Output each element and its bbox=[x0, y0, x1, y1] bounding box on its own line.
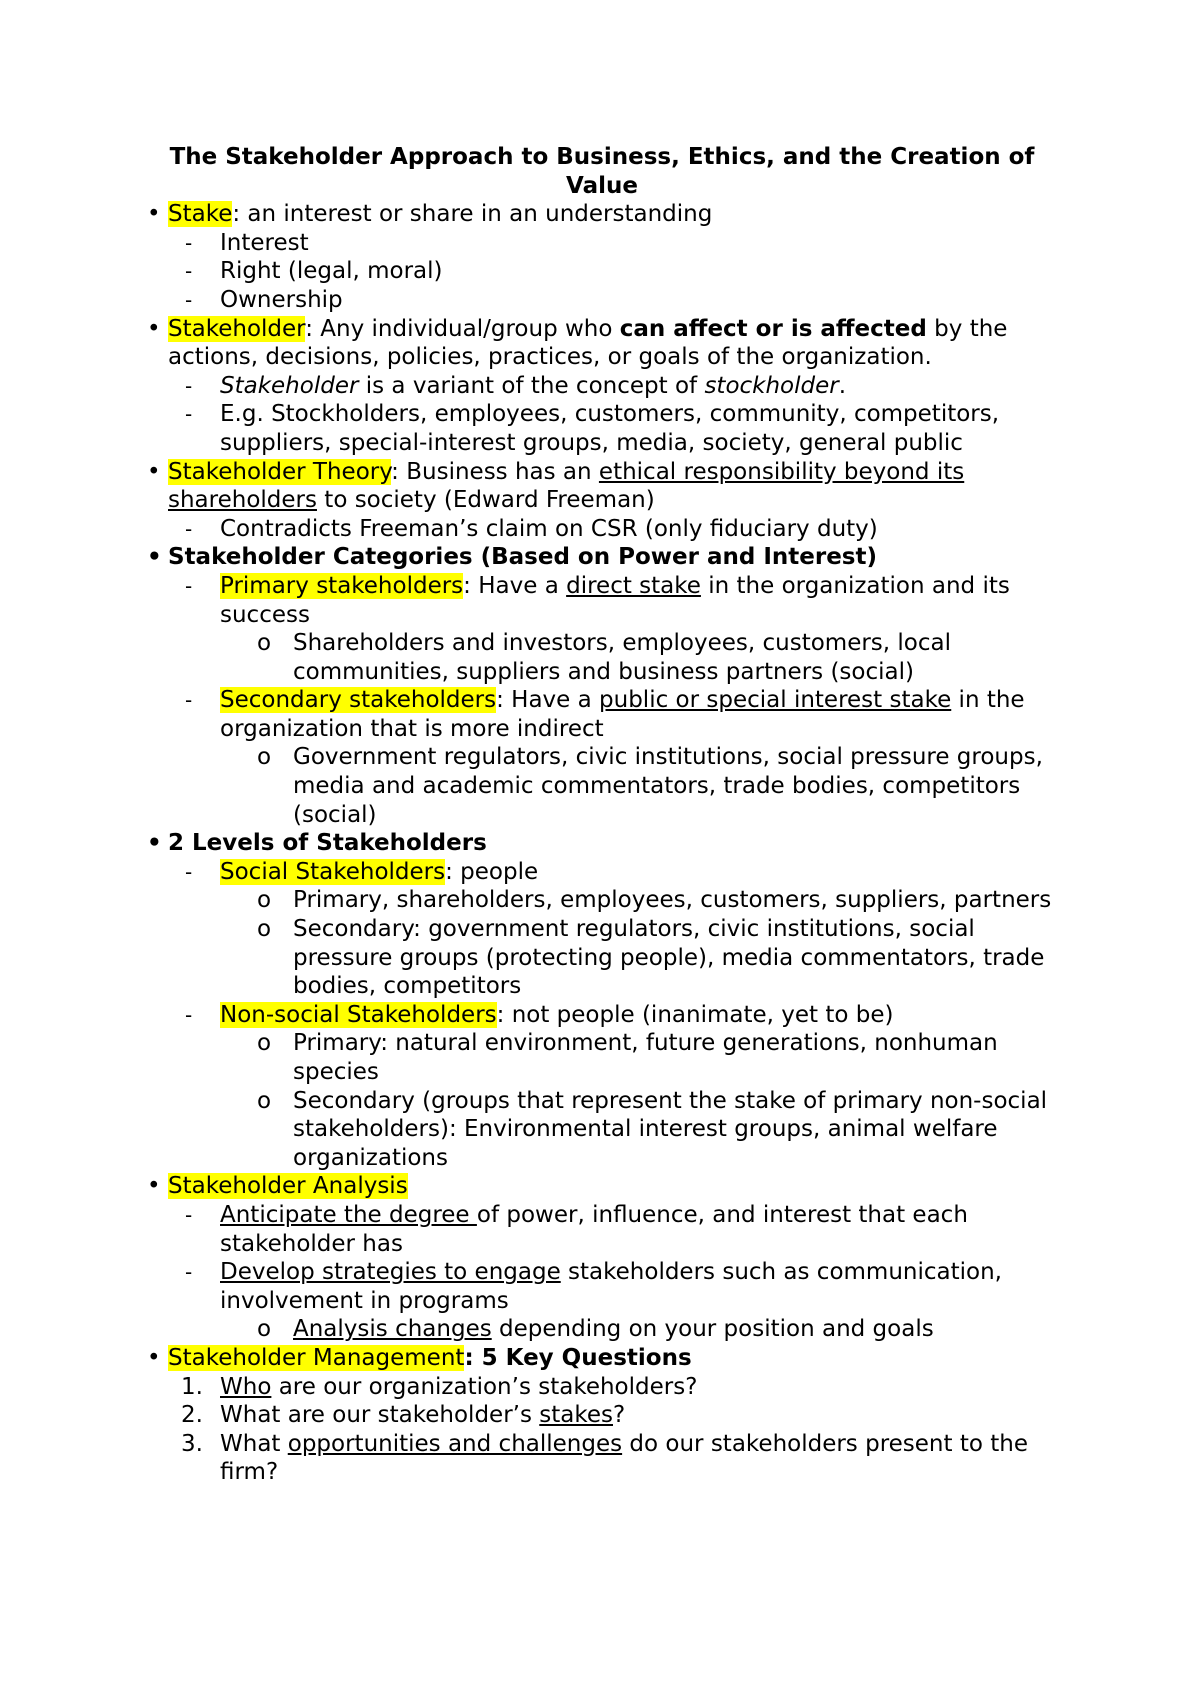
bullet-stakeholder-theory: • Stakeholder Theory: Business has an ethical responsibility beyond its shareholders to society (Edward Freeman) bbox=[147, 458, 965, 514]
term-secondary-stakeholders: Secondary stakeholders bbox=[220, 687, 497, 714]
circle-bullet-icon: o bbox=[257, 744, 272, 771]
list-item: - E.g. Stockholders, employees, customers, community, competitors, suppliers, special-interest groups, media, society, general public bbox=[185, 401, 1000, 456]
circle-bullet-icon: o bbox=[257, 1316, 272, 1343]
term-social-stakeholders: Social Stakeholders bbox=[220, 858, 446, 885]
dash-icon: - bbox=[185, 230, 193, 255]
dash-icon: - bbox=[185, 259, 193, 284]
bullet-icon: • bbox=[147, 830, 162, 857]
list-item: - Secondary stakeholders: Have a public or special interest stake in the organization that is more indirect bbox=[185, 687, 1025, 742]
list-item: o Secondary (groups that represent the stake of primary non-social stakeholders): Environmental interest groups, animal welfare organizations bbox=[257, 1087, 1048, 1171]
number-marker: 2. bbox=[181, 1402, 203, 1429]
bullet-levels-of-stakeholders: • 2 Levels of Stakeholders bbox=[147, 830, 487, 857]
dash-icon: - bbox=[185, 287, 193, 312]
document-page bbox=[147, 143, 1067, 1487]
list-item: - Ownership bbox=[185, 286, 343, 313]
bullet-icon: • bbox=[147, 1344, 161, 1371]
list-item: 3. What opportunities and challenges do our stakeholders present to the firm? bbox=[181, 1430, 1028, 1486]
list-item: o Primary, shareholders, employees, customers, suppliers, partners bbox=[257, 887, 1052, 914]
bullet-icon: • bbox=[147, 458, 161, 485]
list-item: o Analysis changes depending on your position and goals bbox=[257, 1316, 934, 1343]
term-stakeholder-analysis: Stakeholder Analysis bbox=[168, 1173, 408, 1200]
list-item: - Primary stakeholders: Have a direct stake in the organization and its success bbox=[185, 572, 1010, 628]
bullet-stakeholder-analysis bbox=[147, 1172, 1067, 1201]
bullet-icon: • bbox=[147, 1173, 161, 1200]
circle-bullet-icon: o bbox=[257, 1030, 272, 1057]
term-primary-stakeholders: Primary stakeholders bbox=[220, 572, 464, 599]
list-item: o Secondary: government regulators, civic institutions, social pressure groups (protecting people), media commentators, trade bodies, competitors bbox=[257, 916, 1045, 1000]
circle-bullet-icon: o bbox=[257, 1087, 272, 1114]
bullet-stake: • Stake: an interest or share in an understanding bbox=[147, 201, 713, 228]
list-item: - Contradicts Freeman’s claim on CSR (only fiduciary duty) bbox=[185, 515, 878, 542]
dash-icon: - bbox=[185, 1260, 193, 1285]
dash-icon: - bbox=[185, 402, 193, 427]
term-stakeholder: Stakeholder bbox=[168, 315, 306, 342]
bullet-stakeholder-management: • Stakeholder Management: 5 Key Questions bbox=[147, 1344, 692, 1371]
number-marker: 1. bbox=[181, 1373, 203, 1400]
dash-icon: - bbox=[185, 516, 193, 541]
dash-icon: - bbox=[185, 373, 193, 398]
list-item: o Primary: natural environment, future generations, nonhuman species bbox=[257, 1030, 998, 1085]
number-marker: 3. bbox=[181, 1430, 203, 1457]
list-item: - Stakeholder is a variant of the concept of stockholder. bbox=[185, 372, 847, 399]
term-stakeholder-management: Stakeholder Management bbox=[168, 1344, 465, 1371]
term-stakeholder-theory: Stakeholder Theory bbox=[168, 458, 392, 485]
list-item: - Interest bbox=[185, 229, 309, 256]
dash-icon: - bbox=[185, 1202, 193, 1227]
dash-icon: - bbox=[185, 573, 193, 598]
list-item: 1. Who are our organization’s stakeholders? bbox=[181, 1373, 698, 1400]
list-item: - Develop strategies to engage stakeholders such as communication, involvement in programs bbox=[185, 1259, 1002, 1314]
document-title: The Stakeholder Approach to Business, Ethics, and the Creation of Value bbox=[169, 144, 1035, 199]
list-item: - Anticipate the degree of power, influence, and interest that each stakeholder has bbox=[185, 1201, 968, 1257]
list-item: - Social Stakeholders: people bbox=[185, 858, 539, 885]
list-item: 2. What are our stakeholder’s stakes? bbox=[181, 1402, 626, 1429]
list-item: o Shareholders and investors, employees, customers, local communities, suppliers and business partners (social) bbox=[257, 630, 951, 685]
list-item: - Non-social Stakeholders: not people (inanimate, yet to be) bbox=[185, 1001, 894, 1028]
bullet-icon: • bbox=[147, 315, 161, 342]
term-non-social-stakeholders: Non-social Stakeholders bbox=[220, 1001, 497, 1028]
circle-bullet-icon: o bbox=[257, 916, 272, 943]
dash-icon: - bbox=[185, 688, 193, 713]
term-stake: Stake bbox=[168, 201, 233, 228]
bullet-stakeholder-categories: • Stakeholder Categories (Based on Power and Interest) bbox=[147, 544, 878, 571]
bullet-icon: • bbox=[147, 201, 161, 228]
circle-bullet-icon: o bbox=[257, 630, 272, 657]
list-item: o Government regulators, civic institutions, social pressure groups, media and academic commentators, trade bodies, competitors (social) bbox=[257, 744, 1043, 828]
list-item: - Right (legal, moral) bbox=[185, 258, 443, 285]
bullet-stakeholder: • Stakeholder: Any individual/group who can affect or is affected by the actions, decisions, policies, practices, or goals of the organization. bbox=[147, 315, 1008, 371]
dash-icon: - bbox=[185, 1002, 193, 1027]
circle-bullet-icon: o bbox=[257, 887, 272, 914]
bullet-icon: • bbox=[147, 544, 162, 571]
dash-icon: - bbox=[185, 859, 193, 884]
